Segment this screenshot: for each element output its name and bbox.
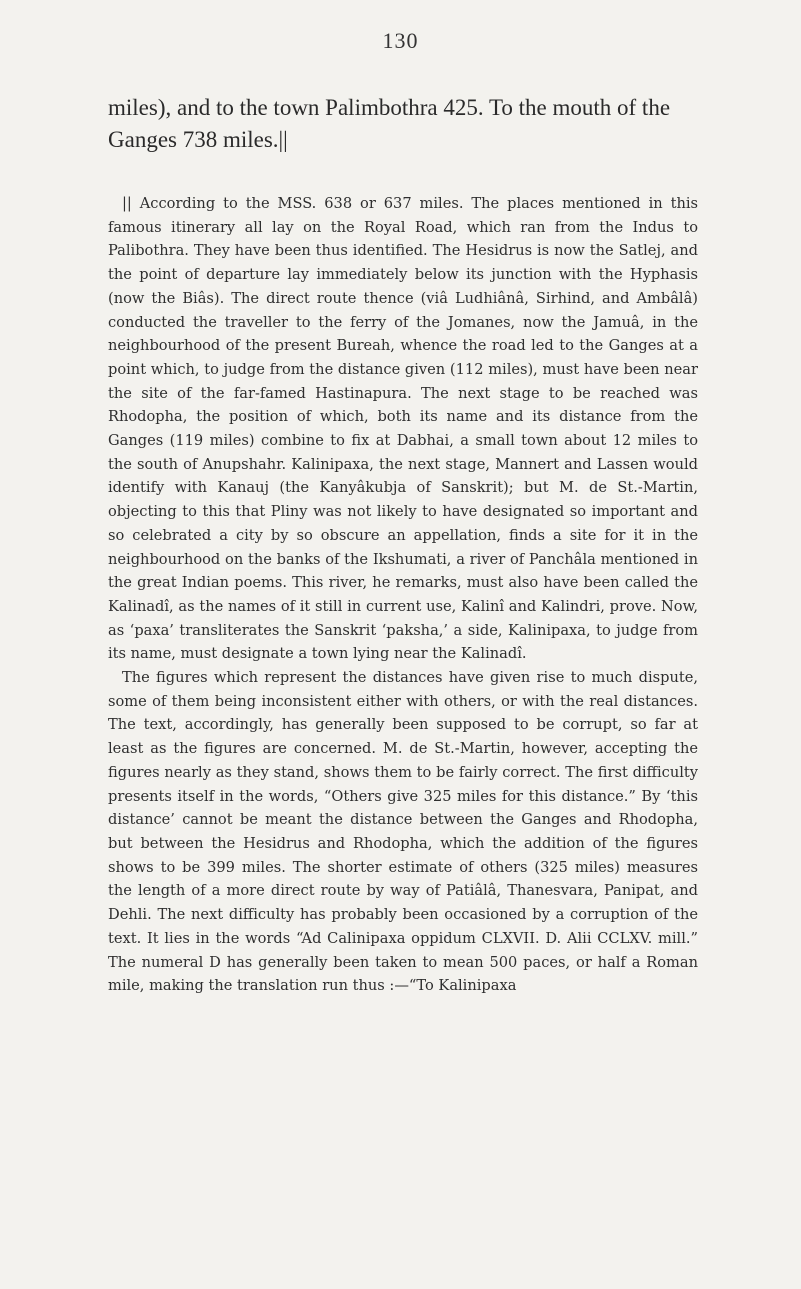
main-text xyxy=(108,92,698,156)
footnote-paragraph-1: || According to the MSS. 638 or 637 miles. The places mentioned in this famous itinerary all lay on the Royal Road, which ran from the Indus to Palibothra. They have been thus identified. The Hesidrus is now the Satlej, and the point of departure lay immediately below its junction with the Hyphasis (now the Biâs). The direct route thence (viâ Ludhiânâ, Sirhind, and Ambâlâ) conducted the traveller to the ferry of the Jomanes, now the Jamuâ, in the neighbourhood of the present Bureah, whence the road led to the Ganges at a point which, to judge from the distance given (112 miles), must have been near the site of the far-famed Hastinapura. The next stage to be reached was Rhodopha, the position of which, both its name and its distance from the Ganges (119 miles) combine to fix at Dabhai, a small town about 12 miles to the south of Anupshahr. Kalinipaxa, the next stage, Mannert and Lassen would identify with Kanauj (the Kanyâkubja of Sanskrit); but M. de St.-Martin, objecting to this that Pliny was not likely to have designated so important and so celebrated a city by so obscure an appellation, finds a site for it in the neighbourhood on the banks of the Ikshumati, a river of Panchâla mentioned in the great Indian poems. This river, he remarks, must also have been called the Kalinadî, as the names of it still in current use, Kalinî and Kalindri, prove. Now, as ‘paxa’ transliterates the Sanskrit ‘paksha,’ a side, Kalinipaxa, to judge from its name, must designate a town lying near the Kalinadî. xyxy=(108,195,698,663)
footnote-paragraph-2: The figures which represent the distances have given rise to much dispute, some of them being inconsistent either with others, or with the real distances. The text, accordingly, has generally been supposed to be corrupt, so far at least as the figures are concerned. M. de St.-Martin, however, accepting the figures nearly as they stand, shows them to be fairly correct. The first difficulty presents itself in the words, “Others give 325 miles for this distance.” By ‘this distance’ cannot be meant the distance between the Ganges and Rhodopha, but between the Hesidrus and Rhodopha, which the addition of the figures shows to be 399 miles. The shorter estimate of others (325 miles) measures the length of a more direct route by way of Patiâlâ, Thanesvara, Panipat, and Dehli. The next difficulty has probably been occasioned by a corruption of the text. It lies in the words “Ad Calinipaxa oppidum CLXVII. D. Alii CCLXV. mill.” The numeral D has generally been taken to mean 500 paces, or half a Roman mile, making the translation run thus :—“To Kalinipaxa xyxy=(108,669,698,995)
main-paragraph: miles), and to the town Palimbothra 425. To the mouth of the Ganges 738 miles.|| xyxy=(108,95,671,152)
page-number: 130 xyxy=(382,28,419,53)
footnote xyxy=(108,192,698,998)
